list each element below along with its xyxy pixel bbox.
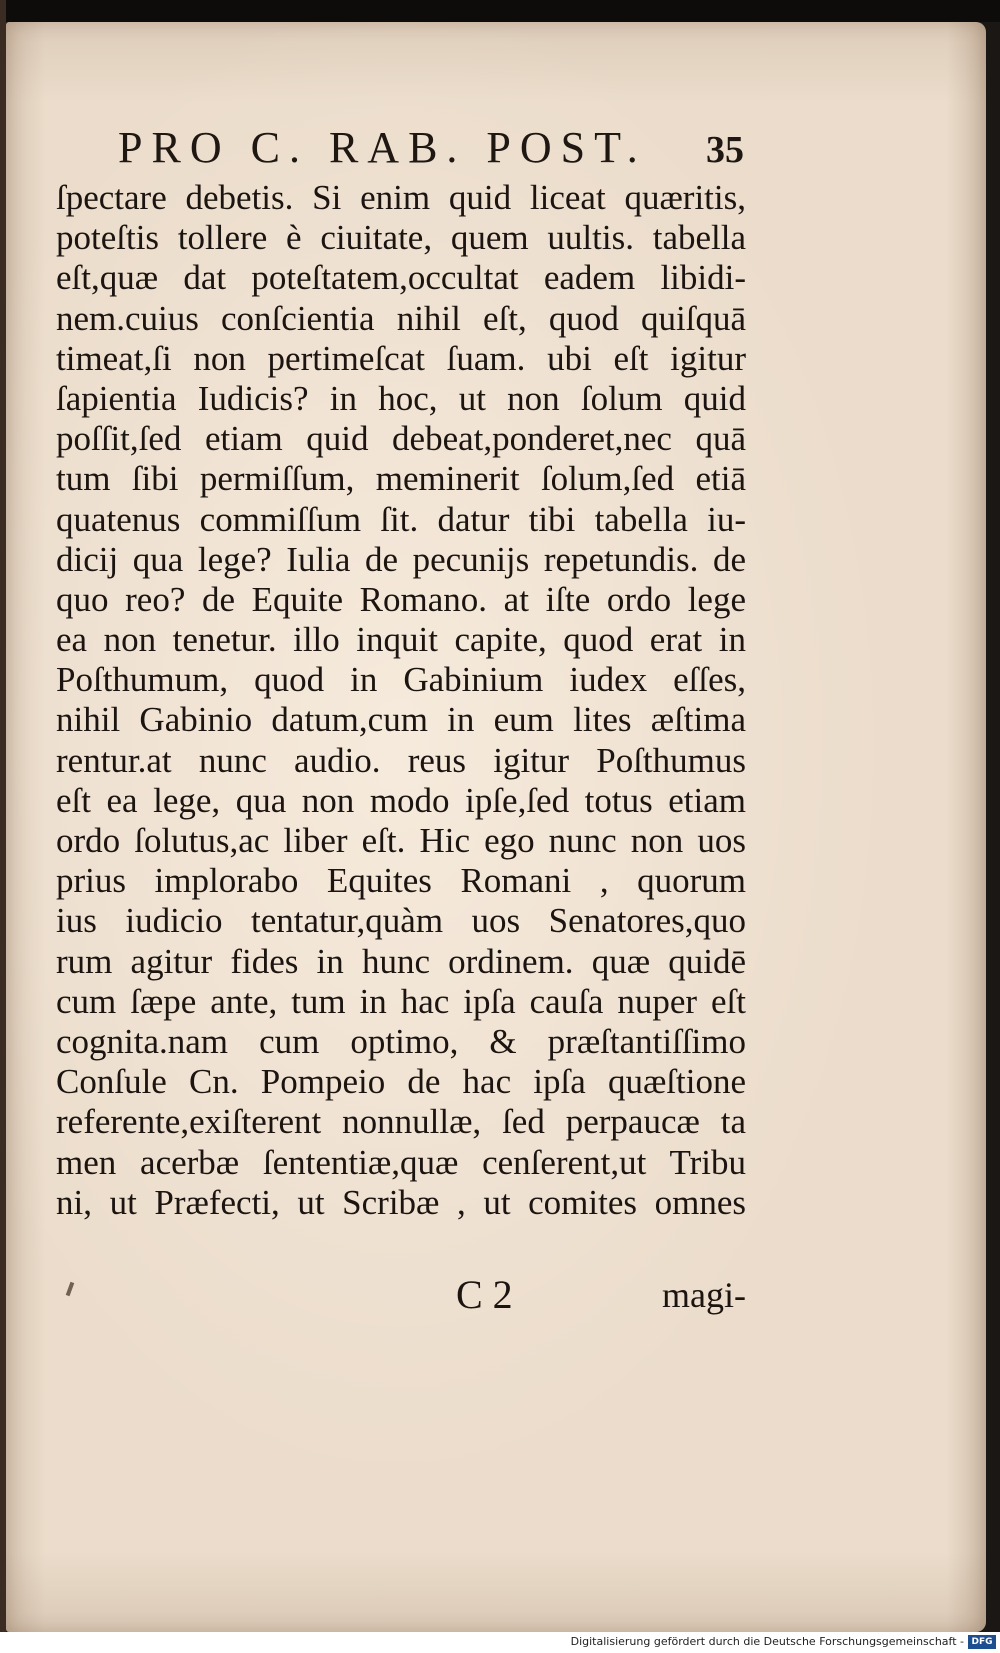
- page-number: 35: [706, 129, 744, 171]
- text-line: tum ſibi permiſſum, meminerit ſolum,ſed etiā: [56, 459, 746, 499]
- text-line: referente,exiſterent nonnullæ, ſed perpaucæ ta: [56, 1102, 746, 1142]
- text-line: ius iudicio tentatur,quàm uos Senatores,quo: [56, 901, 746, 941]
- catch-line: [56, 1272, 746, 1318]
- text-line: nem.cuius conſcientia nihil eſt, quod quiſquā: [56, 298, 746, 338]
- text-line: cognita.nam cum optimo, & præſtantiſſimo: [56, 1021, 746, 1061]
- text-line: Conſule Cn. Pompeio de hac ipſa quæſtione: [56, 1062, 746, 1102]
- text-line: eſt,quæ dat poteſtatem,occultat eadem libidi-: [56, 258, 746, 298]
- body-text: [56, 178, 746, 1223]
- running-title: PRO C. RAB. POST.: [118, 123, 647, 172]
- text-line: rum agitur fides in hunc ordinem. quæ quidē: [56, 941, 746, 981]
- text-line: ni, ut Præfecti, ut Scribæ , ut comites omnes: [56, 1182, 746, 1222]
- text-line: Poſthumum, quod in Gabinium iudex eſſes,: [56, 660, 746, 700]
- text-line: dicij qua lege? Iulia de pecunijs repetundis. de: [56, 539, 746, 579]
- text-line: ſpectare debetis. Si enim quid liceat quæritis,: [56, 178, 746, 217]
- text-line: cum ſæpe ante, tum in hac ipſa cauſa nuper eſt: [56, 981, 746, 1021]
- text-line: ea non tenetur. illo inquit capite, quod erat in: [56, 620, 746, 660]
- signature-mark: C 2: [456, 1272, 513, 1317]
- text-line: poteſtis tollere è ciuitate, quem uultis. tabella: [56, 218, 746, 258]
- funding-credit: Digitalisierung gefördert durch die Deutsche Forschungsgemeinschaft -: [570, 1635, 964, 1648]
- dfg-logo-icon: DFG: [968, 1635, 996, 1649]
- text-line: quo reo? de Equite Romano. at iſte ordo lege: [56, 579, 746, 619]
- text-line: men acerbæ ſententiæ,quæ cenſerent,ut Tribu: [56, 1142, 746, 1182]
- text-line: poſſit,ſed etiam quid debeat,ponderet,nec quā: [56, 419, 746, 459]
- text-line: prius implorabo Equites Romani , quorum: [56, 861, 746, 901]
- digitization-footer: [0, 1632, 1000, 1653]
- text-line: quatenus commiſſum ſit. datur tibi tabella iu-: [56, 499, 746, 539]
- text-line: nihil Gabinio datum,cum in eum lites æſtima: [56, 700, 746, 740]
- text-line: ordo ſolutus,ac liber eſt. Hic ego nunc non uos: [56, 821, 746, 860]
- text-line: eſt ea lege, qua non modo ipſe,ſed totus etiam: [56, 780, 746, 820]
- catchword: magi-: [662, 1275, 746, 1315]
- running-head: [118, 118, 744, 178]
- text-line: timeat,ſi non pertimeſcat ſuam. ubi eſt igitur: [56, 338, 746, 378]
- text-line: ſapientia Iudicis? in hoc, ut non ſolum quid: [56, 378, 746, 418]
- text-line: rentur.at nunc audio. reus igitur Poſthumus: [56, 740, 746, 780]
- scan-top-edge: [0, 0, 1000, 22]
